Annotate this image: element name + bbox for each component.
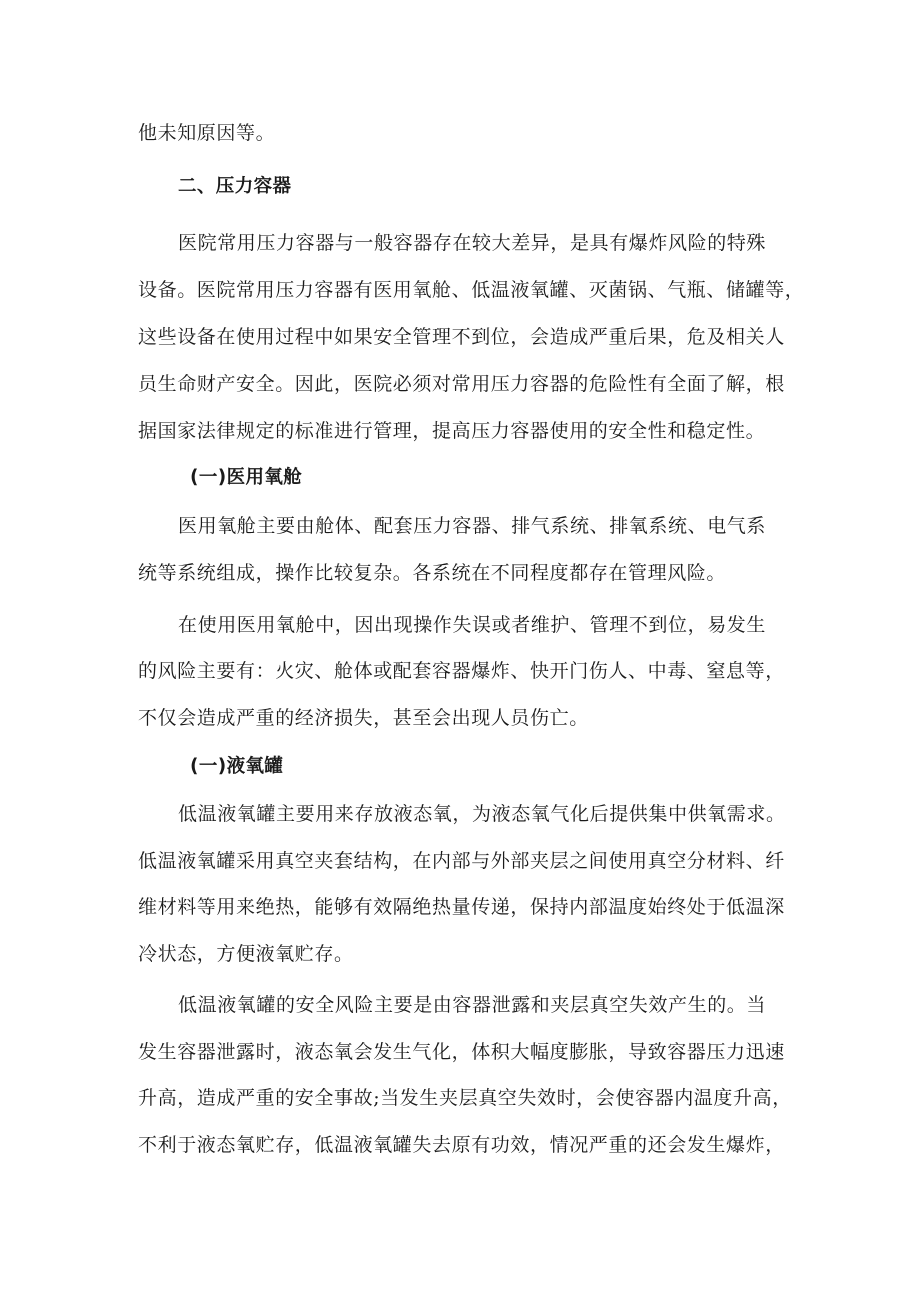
sub-heading: (一)液氧罐 bbox=[190, 756, 284, 777]
sub-heading: (一)医用氧舱 bbox=[190, 467, 303, 488]
intro-line: 他未知原因等。 bbox=[138, 122, 276, 144]
paragraph-line: 升高，造成严重的安全事故;当发生夹层真空失效时，会使容器内温度升高， bbox=[138, 1087, 792, 1109]
paragraph-line: 在使用医用氧舱中，因出现操作失误或者维护、管理不到位，易发生 bbox=[178, 614, 767, 636]
paragraph-line: 冷状态，方便液氧贮存。 bbox=[138, 943, 354, 965]
paragraph-line: 维材料等用来绝热，能够有效隔绝热量传递，保持内部温度始终处于低温深 bbox=[138, 896, 785, 918]
paragraph-line: 不利于液态氧贮存，低温液氧罐失去原有功效，情况严重的还会发生爆炸， bbox=[138, 1134, 785, 1156]
paragraph-line: 这些设备在使用过程中如果安全管理不到位，会造成严重后果，危及相关人 bbox=[138, 326, 785, 348]
paragraph-line: 低温液氧罐采用真空夹套结构，在内部与外部夹层之间使用真空分材料、纤 bbox=[138, 850, 785, 872]
paragraph-line: 不仅会造成严重的经济损失，甚至会出现人员伤亡。 bbox=[138, 707, 589, 729]
paragraph-line: 统等系统组成，操作比较复杂。各系统在不同程度都存在管理风险。 bbox=[138, 562, 727, 584]
paragraph-line: 低温液氧罐的安全风险主要是由容器泄露和夹层真空失效产生的。当 bbox=[178, 994, 767, 1016]
paragraph-line: 发生容器泄露时，液态氧会发生气化，体积大幅度膨胀，导致容器压力迅速 bbox=[138, 1041, 785, 1063]
paragraph-line: 员生命财产安全。因此，医院必须对常用压力容器的危险性有全面了解，根 bbox=[138, 373, 785, 395]
paragraph-line: 据国家法律规定的标准进行管理，提高压力容器使用的安全性和稳定性。 bbox=[138, 420, 766, 442]
paragraph-line: 设备。医院常用压力容器有医用氧舱、低温液氧罐、灭菌锅、气瓶、储罐等， bbox=[138, 279, 805, 301]
paragraph-line: 医用氧舱主要由舱体、配套压力容器、排气系统、排氧系统、电气系 bbox=[178, 515, 767, 537]
paragraph-line: 医院常用压力容器与一般容器存在较大差异，是具有爆炸风险的特殊 bbox=[178, 232, 767, 254]
paragraph-line: 低温液氧罐主要用来存放液态氧，为液态氧气化后提供集中供氧需求。 bbox=[178, 803, 786, 825]
paragraph-line: 的风险主要有：火灾、舱体或配套容器爆炸、快开门伤人、中毒、窒息等， bbox=[138, 660, 785, 682]
section-heading: 二、压力容器 bbox=[178, 176, 292, 197]
